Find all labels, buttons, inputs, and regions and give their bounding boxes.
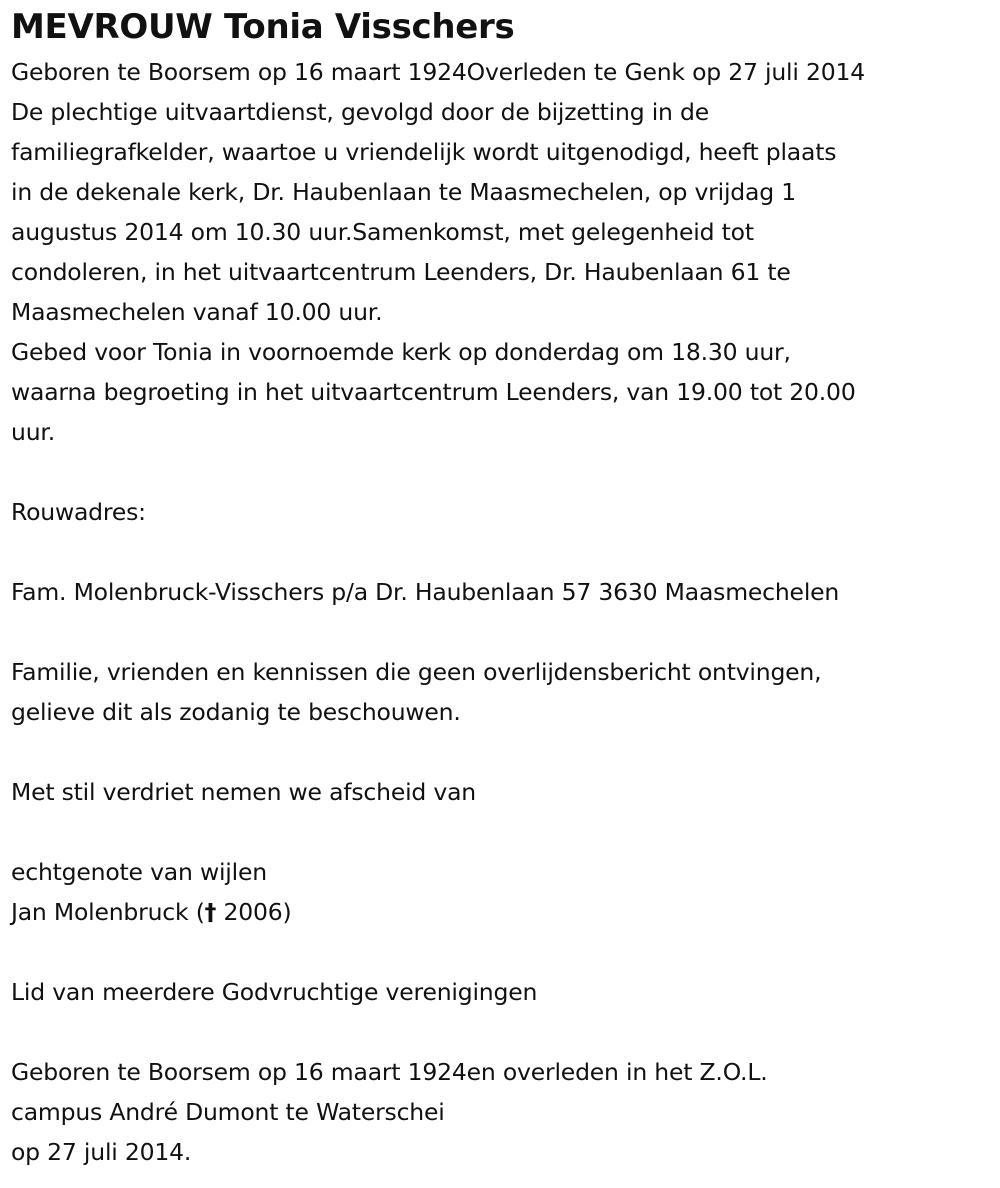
prayer-text-line-1: Gebed voor Tonia in voornoemde kerk op donderdag om 18.30 uur, (11, 338, 791, 366)
service-text-line-6: Maasmechelen vanaf 10.00 uur. (11, 298, 383, 326)
spacer (11, 1012, 996, 1052)
spouse-name-text: Jan Molenbruck ( (11, 898, 205, 926)
spacer (11, 932, 996, 972)
prayer-text-line-2: waarna begroeting in het uitvaartcentrum Leenders, van 19.00 tot 20.00 (11, 378, 856, 406)
membership-text: Lid van meerdere Godvruchtige verenigingen (11, 978, 538, 1006)
spouse-death-year: 2006) (216, 898, 292, 926)
birth-death-line: Geboren te Boorsem op 16 maart 1924Overleden te Genk op 27 juli 2014 (11, 58, 865, 86)
cross-icon: † (204, 898, 217, 926)
obituary-document (11, 0, 996, 1172)
closing-text-line-2: campus André Dumont te Waterschei (11, 1098, 445, 1126)
spouse-label: echtgenote van wijlen (11, 858, 267, 886)
spacer (11, 612, 996, 652)
spouse-name (11, 892, 996, 932)
spacer (11, 452, 996, 492)
notice-text-line-2: gelieve dit als zodanig te beschouwen. (11, 698, 461, 726)
service-text-line-1: De plechtige uitvaartdienst, gevolgd door de bijzetting in de (11, 98, 709, 126)
obituary-body (11, 52, 996, 1172)
mourning-address: Fam. Molenbruck-Visschers p/a Dr. Haubenlaan 57 3630 Maasmechelen (11, 578, 840, 606)
mourning-address-label: Rouwadres: (11, 498, 146, 526)
spacer (11, 532, 996, 572)
service-text-line-3: in de dekenale kerk, Dr. Haubenlaan te Maasmechelen, op vrijdag 1 (11, 178, 796, 206)
closing-text-line-1: Geboren te Boorsem op 16 maart 1924en overleden in het Z.O.L. (11, 1058, 768, 1086)
spacer (11, 732, 996, 772)
prayer-text-line-3: uur. (11, 418, 55, 446)
farewell-text: Met stil verdriet nemen we afscheid van (11, 778, 476, 806)
service-text-line-5: condoleren, in het uitvaartcentrum Leenders, Dr. Haubenlaan 61 te (11, 258, 791, 286)
service-text-line-4: augustus 2014 om 10.30 uur.Samenkomst, met gelegenheid tot (11, 218, 754, 246)
page-title: MEVROUW Tonia Visschers (11, 7, 515, 47)
notice-text-line-1: Familie, vrienden en kennissen die geen overlijdensbericht ontvingen, (11, 658, 822, 686)
service-text-line-2: familiegrafkelder, waartoe u vriendelijk wordt uitgenodigd, heeft plaats (11, 138, 837, 166)
spacer (11, 812, 996, 852)
closing-text-line-3: op 27 juli 2014. (11, 1138, 192, 1166)
